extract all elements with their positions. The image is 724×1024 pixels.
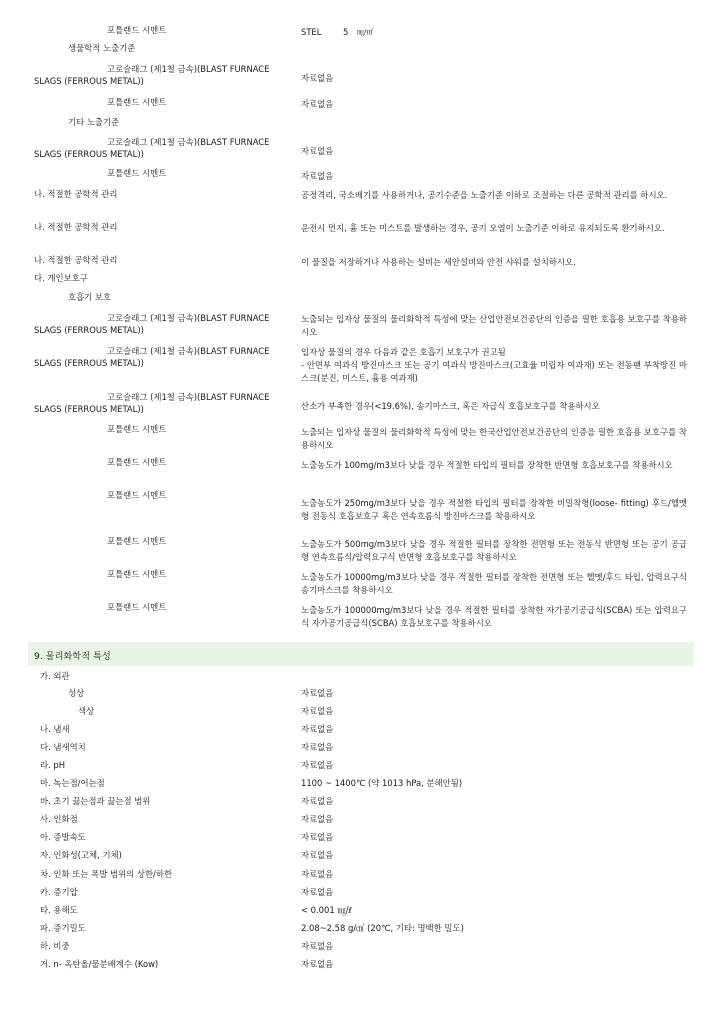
property-label: 하. 비중 — [40, 941, 70, 951]
substance-label: 포틀랜드 시멘트 — [107, 97, 167, 107]
engineering-controls-label: 나. 적절한 공학적 관리 — [34, 189, 118, 199]
respiratory-text: 노출농도가 100mg/m3보다 낮을 경우 적절한 타입의 필터를 장착한 반면형 호흡보호구를 착용하시오 — [301, 460, 673, 470]
substance-label-cont: SLAGS (FERROUS METAL)) — [34, 358, 144, 368]
substance-label: 고로슬래그 (제1철 금속)(BLAST FURNACE — [107, 392, 270, 402]
property-label: 다. 냄새역치 — [40, 742, 86, 752]
property-label: 성상 — [68, 688, 85, 698]
substance-label: 포틀랜드 시멘트 — [107, 602, 167, 612]
property-label: 사. 인화점 — [40, 814, 78, 824]
property-label: 라. pH — [40, 760, 66, 770]
respiratory-text: 노출농도가 500mg/m3보다 낮을 경우 적절한 필터를 장착한 전면형 또는 전동식 반면형 또는 공기 공급형 연속흐름식/압력요구식 반면형 호흡보호구를 착용하시오 — [301, 539, 687, 562]
substance-label: 포틀랜드 시멘트 — [107, 457, 167, 467]
property-label: 거. n- 옥탄올/물분배계수 (Kow) — [40, 959, 159, 969]
property-value: 자료없음 — [301, 959, 334, 969]
respiratory-text: 노출농도가 250mg/m3보다 낮을 경우 적절한 타입의 필터를 장착한 비밀착형(loose- fitting) 후드/헬멧형 전동식 호흡보호구 혹은 연속흐름식 방진마스크를 착용하시오 — [301, 498, 687, 521]
property-label: 자. 인화성(고체, 기체) — [40, 850, 122, 860]
substance-label: 포틀랜드 시멘트 — [107, 25, 167, 35]
substance-label-cont: SLAGS (FERROUS METAL)) — [34, 149, 144, 159]
value-text: 자료없음 — [301, 99, 334, 109]
property-value: 자료없음 — [301, 814, 334, 824]
section-title: 9. 물리화학적 특성 — [34, 651, 111, 662]
substance-label: 포틀랜드 시멘트 — [107, 168, 167, 178]
property-value: 자료없음 — [301, 706, 334, 716]
substance-label-cont: SLAGS (FERROUS METAL)) — [34, 325, 144, 335]
property-value: 1100 ~ 1400℃ (약 1013 hPa, 분해안됨) — [301, 778, 463, 788]
property-value: 자료없음 — [301, 688, 334, 698]
appearance-heading: 가. 외관 — [40, 671, 70, 681]
property-label: 색상 — [78, 706, 95, 716]
respiratory-text: 노출농도가 10000mg/m3보다 낮을 경우 적절한 필터를 장착한 전면형 또는 헬멧/후드 타입, 압력요구식 송기마스크를 착용하시오 — [301, 572, 687, 595]
property-label: 나. 냄새 — [40, 724, 70, 734]
property-label: 파. 증기밀도 — [40, 923, 86, 933]
bio-exposure-heading: 생물학적 노출기준 — [68, 43, 136, 53]
stel-label: STEL — [301, 27, 322, 37]
value-text: 자료없음 — [301, 146, 334, 156]
engineering-controls-label: 나. 적절한 공학적 관리 — [34, 222, 118, 232]
property-value: 자료없음 — [301, 760, 334, 770]
property-value: 2.08~2.58 g/㎤ (20℃, 기타: 명백한 밀도) — [301, 923, 464, 933]
substance-label: 고로슬래그 (제1철 금속)(BLAST FURNACE — [107, 64, 270, 74]
substance-label: 포틀랜드 시멘트 — [107, 536, 167, 546]
property-label: 타. 용해도 — [40, 905, 78, 915]
engineering-controls-text: 공정격리, 국소배기를 사용하거나, 공기수준을 노출기준 이하로 조절하는 다른 공학적 관리를 하시오. — [301, 190, 668, 200]
property-value: 자료없음 — [301, 724, 334, 734]
value-text: 자료없음 — [301, 73, 334, 83]
value-text: 자료없음 — [301, 171, 334, 181]
property-value: 자료없음 — [301, 832, 334, 842]
stel-unit: ㎎/㎥ — [357, 28, 374, 36]
property-value: 자료없음 — [301, 796, 334, 806]
property-value: 자료없음 — [301, 869, 334, 879]
property-value: 자료없음 — [301, 850, 334, 860]
ppe-heading: 다. 개인보호구 — [34, 273, 88, 283]
property-value: 자료없음 — [301, 887, 334, 897]
engineering-controls-text: 운전시 먼지, 흄 또는 미스트를 발생하는 경우, 공기 오염이 노출기준 이하로 유지되도록 환기하시오. — [301, 223, 665, 233]
property-label: 아. 증발속도 — [40, 832, 86, 842]
engineering-controls-label: 나. 적절한 공학적 관리 — [34, 255, 118, 265]
substance-label: 고로슬래그 (제1철 금속)(BLAST FURNACE — [107, 137, 270, 147]
respiratory-text: 노출농도가 100000mg/m3보다 낮을 경우 적절한 필터를 장착한 자가공기공급식(SCBA) 또는 압력요구식 자가공기공급식(SCBA) 호흡보호구를 착용하시오 — [301, 605, 687, 628]
property-value: 자료없음 — [301, 941, 334, 951]
property-label: 마. 녹는점/어는점 — [40, 778, 105, 788]
property-value: 자료없음 — [301, 742, 334, 752]
section-9-header — [28, 642, 694, 666]
property-value: < 0.001 ㎎/ℓ — [301, 905, 352, 915]
stel-value: 5 — [343, 27, 349, 37]
substance-label: 포틀랜드 시멘트 — [107, 569, 167, 579]
property-label: 카. 증기압 — [40, 887, 78, 897]
other-exposure-heading: 기타 노출기준 — [68, 117, 120, 127]
respiratory-text: 입자상 물질의 경우 다음과 같은 호흡기 보호구가 권고됨 — [301, 347, 506, 357]
substance-label: 포틀랜드 시멘트 — [107, 424, 167, 434]
engineering-controls-text: 이 물질을 저장하거나 사용하는 설비는 세안설비와 안전 샤워를 설치하시오. — [301, 257, 576, 267]
property-label: 바. 초기 끓는점과 끓는점 범위 — [40, 796, 151, 806]
respiratory-text: - 안면부 여과식 방진마스크 또는 공기 여과식 방진마스크(고효율 미립자 여과재) 또는 전동팬 부착방진 마스크(분진, 미스트, 흄용 여과재) — [301, 360, 687, 383]
substance-label: 고로슬래그 (제1철 금속)(BLAST FURNACE — [107, 346, 270, 356]
respiratory-text: 산소가 부족한 경우(<19.6%), 송기마스크, 혹은 자급식 호흡보호구를 착용하시오 — [301, 401, 600, 411]
property-label: 차. 인화 또는 폭발 범위의 상한/하한 — [40, 869, 173, 879]
substance-label: 고로슬래그 (제1철 금속)(BLAST FURNACE — [107, 313, 270, 323]
substance-label: 포틀랜드 시멘트 — [107, 490, 167, 500]
respiratory-heading: 호흡기 보호 — [68, 292, 112, 302]
respiratory-text: 노출되는 입자상 물질의 물리화학적 특성에 맞는 한국산업안전보건공단의 인증을 필한 호흡용 보호구를 착용하시오 — [301, 427, 687, 450]
substance-label-cont: SLAGS (FERROUS METAL)) — [34, 76, 144, 86]
substance-label-cont: SLAGS (FERROUS METAL)) — [34, 404, 144, 414]
respiratory-text: 노출되는 입자상 물질의 물리화학적 특성에 맞는 산업안전보건공단의 인증을 필한 호흡용 보호구를 착용하시오 — [301, 314, 687, 337]
